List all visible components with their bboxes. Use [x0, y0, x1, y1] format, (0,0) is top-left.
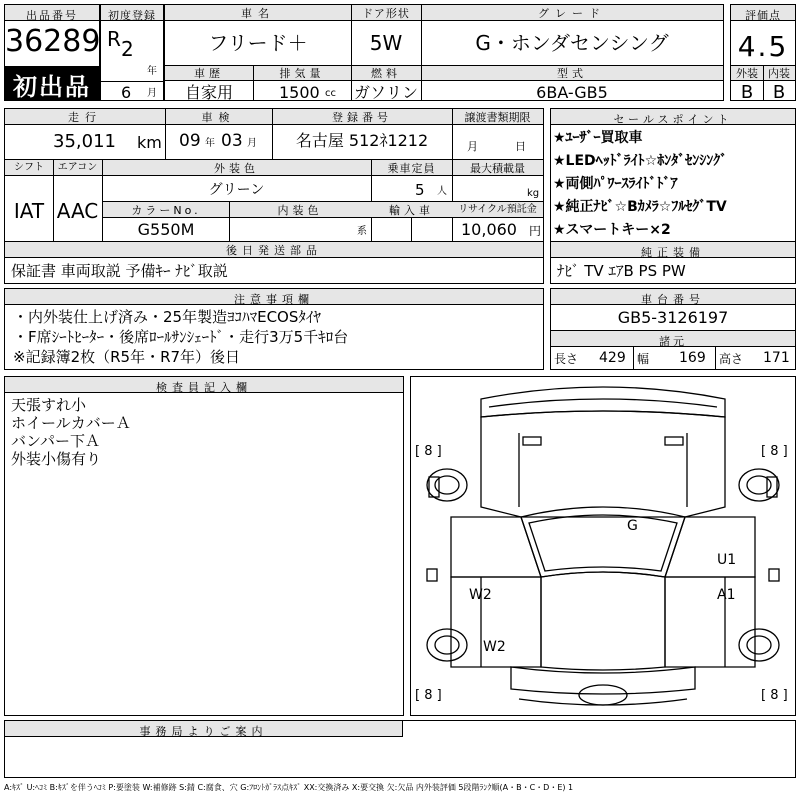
load-unit: kg [527, 188, 540, 199]
sales-point-label: セールスポイント [551, 109, 795, 125]
ac-label: エアコン [57, 162, 98, 173]
load-label: 最大積載量 [470, 162, 525, 175]
mileage-label: 走行 [68, 111, 102, 124]
vehicle-info-box [164, 4, 724, 101]
inspector-note: 外装小傷有り [11, 450, 102, 468]
sales-point-item: ★両側ﾊﾟﾜｰｽﾗｲﾄﾞﾄﾞｱ [553, 176, 678, 192]
insp-year-unit: 年 [205, 138, 215, 149]
inspector-note: バンパー下Ａ [11, 432, 100, 450]
car-name-label: 車名 [241, 7, 275, 20]
inspector-note: 天張すれ小 [11, 396, 87, 414]
displacement-label: 排気量 [279, 67, 325, 80]
grade: G・ホンダセンシング [475, 31, 669, 55]
reg-year: 2 [121, 37, 134, 61]
recycle-label: リサイクル預託金 [458, 204, 537, 215]
damage-mark-left-rear: W2 [483, 639, 506, 655]
fuel: ガソリン [353, 83, 418, 102]
door-type: 5W [369, 31, 403, 55]
first-listing-badge: 初出品 [4, 67, 100, 101]
car-name: フリード＋ [208, 31, 308, 55]
car-diagram [411, 377, 795, 715]
insp-month-unit: 月 [247, 138, 257, 149]
height: 171 [763, 350, 790, 366]
sales-point-item: ★ﾕｰｻﾞｰ買取車 [553, 130, 643, 146]
int-grade: B [772, 82, 786, 103]
ext-color-label: 外装色 [214, 162, 259, 175]
insp-month: 03 [221, 131, 243, 151]
lot-number-box [4, 4, 100, 67]
capacity-unit: 人 [437, 186, 447, 197]
reg-month: 6 [121, 83, 132, 102]
recycle-unit: 円 [529, 224, 542, 238]
chassis-label: 車台番号 [551, 289, 795, 305]
damage-mark-glass: G [627, 518, 638, 534]
legend: A:ｷｽﾞ U:ﾍｺﾐ B:ｷｽﾞを伴うﾍｺﾐ P:要塗装 W:補修跡 S:錆 C:腐食、穴 G:ﾌﾛﾝﾄｶﾞﾗｽ点ｷｽﾞ XX:交換済み X:要交換 欠:欠品 内外装評価 5段階ﾗﾝｸ順(A・B・C・D・E) 1 [4, 783, 574, 792]
notes-box [4, 288, 544, 370]
width: 169 [679, 350, 706, 366]
equipment: ﾅﾋﾞ TV ｴｱB PS PW [557, 262, 686, 280]
model-label: 型式 [557, 67, 587, 80]
displacement: 1500 [279, 83, 320, 102]
history: 自家用 [184, 83, 233, 102]
notes-label: 注意事項欄 [5, 289, 543, 305]
color-no-label: カラーNo. [131, 204, 201, 217]
grade-label: グレード [538, 7, 606, 20]
lot-number-label: 出品番号 [5, 5, 99, 21]
later-parts-label: 後日発送部品 [226, 244, 322, 257]
era: R [107, 27, 121, 51]
sales-point-item: ★LEDﾍｯﾄﾞﾗｲﾄ☆ﾎﾝﾀﾞｾﾝｼﾝｸﾞ [553, 153, 728, 169]
score: 4.5 [737, 30, 789, 63]
cc-unit: cc [325, 88, 336, 99]
shift: IAT [13, 199, 45, 223]
door-label: ドア形状 [362, 7, 410, 20]
office-box [4, 720, 796, 778]
inspector-box [4, 376, 404, 716]
chassis-box [550, 288, 796, 370]
year-unit: 年 [147, 66, 157, 77]
capacity: 5 [415, 181, 425, 199]
km-unit: km [137, 133, 162, 152]
model: 6BA-GB5 [536, 83, 608, 102]
score-box [730, 4, 796, 101]
width-label: 幅 [637, 352, 650, 366]
first-registration-box [100, 4, 164, 101]
inspection-label: 車検 [201, 111, 236, 124]
month-unit: 月 [147, 88, 157, 99]
transfer-month-unit: 月 [467, 140, 478, 153]
tread-rear-left: [ 8 ] [415, 688, 442, 703]
length: 429 [599, 350, 626, 366]
office-label: 事務局よりご案内 [5, 721, 403, 737]
int-color-unit: 系 [357, 226, 367, 237]
transfer-day-unit: 日 [515, 140, 526, 153]
tread-front-left: [ 8 ] [415, 444, 442, 459]
import-label: 輸入車 [389, 204, 434, 217]
inspector-note: ホイールカバーＡ [11, 414, 131, 432]
damage-mark-left-side: W2 [469, 587, 492, 603]
ext-grade: B [740, 82, 754, 103]
first-reg-label: 初度登録 [101, 5, 163, 21]
tread-front-right: [ 8 ] [761, 444, 788, 459]
chassis-number: GB5-3126197 [617, 308, 729, 327]
note-line: ・内外装仕上げ済み・25年製造ﾖｺﾊﾏECOSﾀｲﾔ [13, 308, 321, 326]
capacity-label: 乗車定員 [387, 162, 436, 175]
shift-label: シフト [14, 162, 44, 173]
int-label: 内装 [768, 67, 790, 80]
detail-box [4, 108, 544, 284]
damage-mark-right-door: U1 [717, 552, 737, 568]
later-parts: 保証書 車両取説 予備ｷｰ ﾅﾋﾞ取説 [11, 262, 228, 280]
ext-label: 外装 [736, 67, 758, 80]
mileage: 35,011 [53, 131, 116, 152]
sales-point-item: ★純正ﾅﾋﾞ☆Bｶﾒﾗ☆ﾌﾙｾｸﾞTV [553, 199, 727, 215]
fuel-label: 燃料 [371, 67, 401, 80]
sales-point-item: ★スマートキー×2 [553, 222, 671, 238]
car-diagram-box [410, 376, 796, 716]
insp-year: 09 [179, 131, 201, 151]
lot-number: 36289 [5, 24, 101, 59]
color-no: G550M [137, 220, 195, 239]
recycle-amount: 10,060 [461, 220, 517, 239]
transfer-label: 譲渡書類期限 [464, 111, 531, 124]
note-line: ・F席ｼｰﾄﾋｰﾀｰ・後席ﾛｰﾙｻﾝｼｪｰﾄﾞ・走行3万5千ｷﾛ台 [13, 328, 349, 346]
reg-number: 名古屋 512ﾈ1212 [295, 131, 429, 150]
history-label: 車歴 [194, 67, 224, 80]
equipment-label: 純正装備 [551, 242, 795, 258]
inspector-label: 検査員記入欄 [5, 377, 403, 393]
ext-color: グリーン [208, 182, 265, 198]
score-label: 評価点 [731, 5, 795, 21]
damage-mark-right-side: A1 [717, 587, 736, 603]
sales-point-box [550, 108, 796, 284]
ac: AAC [56, 199, 99, 223]
int-color-label: 内装色 [277, 204, 323, 217]
reg-number-label: 登録番号 [332, 111, 392, 124]
length-label: 長さ [554, 352, 579, 366]
height-label: 高さ [719, 352, 744, 366]
dims-label: 諸元 [551, 331, 795, 347]
note-line: ※記録簿2枚（R5年・R7年）後日 [13, 348, 241, 366]
tread-rear-right: [ 8 ] [761, 688, 788, 703]
